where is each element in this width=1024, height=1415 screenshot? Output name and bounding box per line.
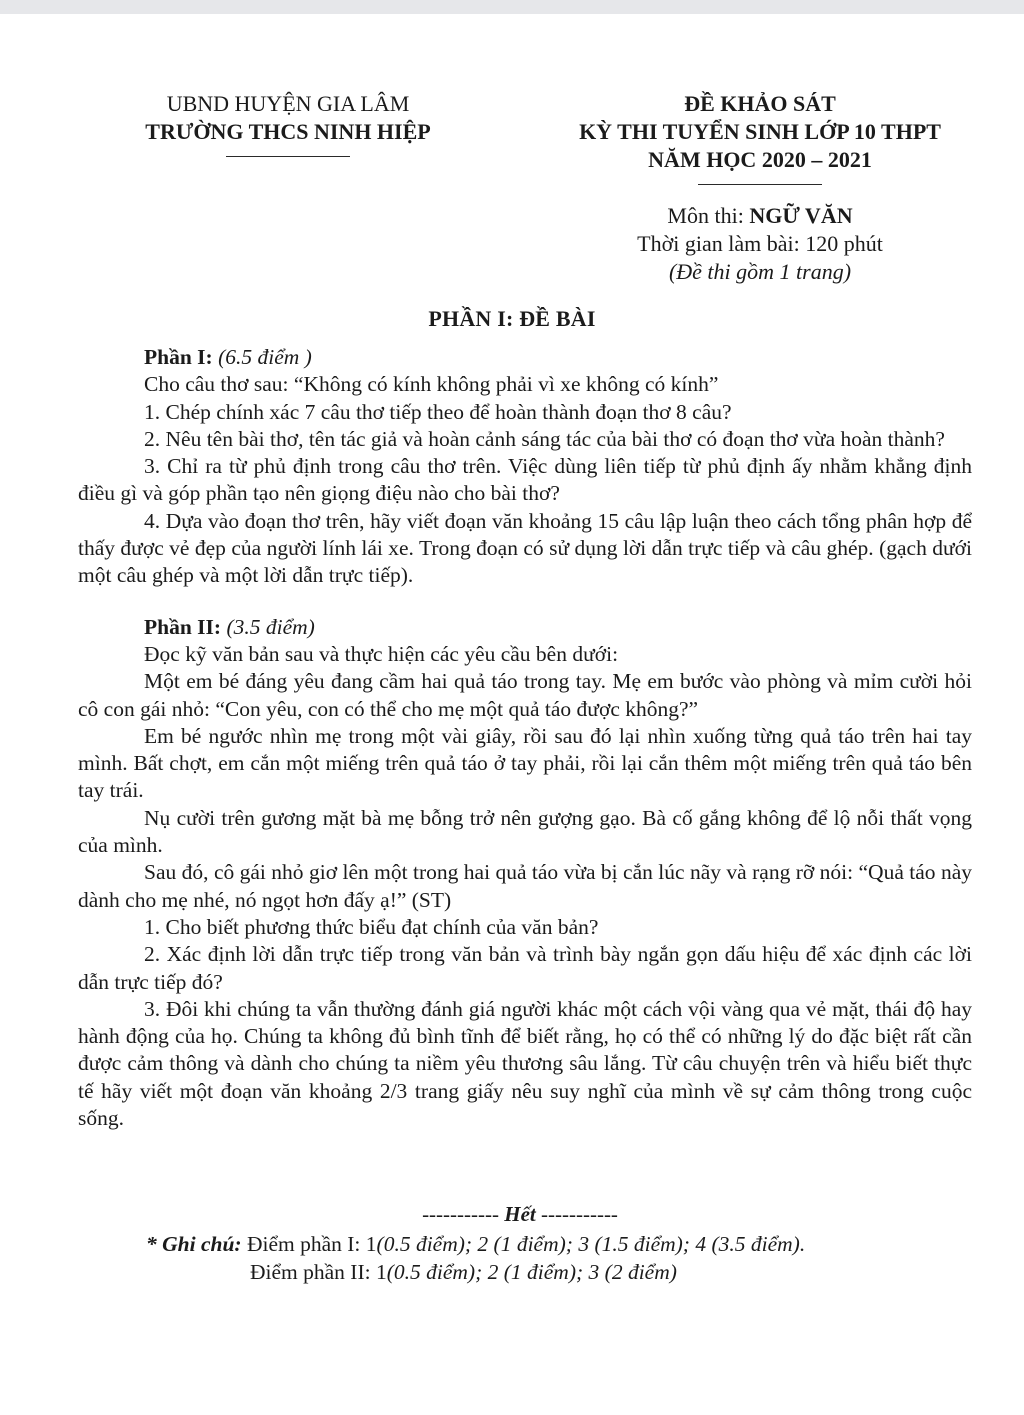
part2-label: Phần II: [144,614,222,639]
scoring-note-part1 [146,1230,1006,1258]
subject-line [560,202,960,230]
exam-header [540,90,980,185]
subject-label: Môn thi: [667,203,744,228]
story-paragraph-4: Sau đó, cô gái nhỏ giơ lên một trong hai quả táo vừa bị cắn lúc nãy và rạng rỡ nói: “Quả táo này dành cho mẹ nhé, nó ngọt hơn đấy ạ!” (ST) [78,860,972,912]
end-word: Hết [504,1202,536,1226]
note-label: * Ghi chú: [146,1232,242,1256]
part1-question-1: 1. Chép chính xác 7 câu thơ tiếp theo để hoàn thành đoạn thơ 8 câu? [144,399,732,424]
exam-page [0,14,1024,1415]
school-divider [226,156,350,157]
part1-heading [78,344,972,371]
part1-intro: Cho câu thơ sau: “Không có kính không phải vì xe không có kính” [144,372,719,397]
time-limit: Thời gian làm bài: 120 phút [637,231,883,256]
story-paragraph-1: Một em bé đáng yêu đang cầm hai quả táo trong tay. Mẹ em bước vào phòng và mỉm cười hỏi cô con gái nhỏ: “Con yêu, con có thể cho mẹ một quả táo được không?” [78,669,972,721]
part2-question-1: 1. Cho biết phương thức biểu đạt chính của văn bản? [144,914,599,939]
part2-question-2: 2. Xác định lời dẫn trực tiếp trong văn bản và trình bày ngắn gọn dấu hiệu để xác định các lời dẫn trực tiếp đó? [78,942,972,994]
top-strip [0,0,1024,14]
exam-name: KỲ THI TUYỂN SINH LỚP 10 THPT [579,119,941,144]
part1-points: (6.5 điểm ) [218,345,312,369]
part2-heading [78,614,972,641]
scoring-note-part2 [146,1258,1006,1286]
subject-name: NGỮ VĂN [749,203,853,228]
school-header [88,90,488,157]
end-marker [0,1202,1024,1227]
school-year: NĂM HỌC 2020 – 2021 [648,147,872,172]
part2-question-3: 3. Đôi khi chúng ta vẫn thường đánh giá người khác một cách vội vàng qua vẻ mặt, thái độ hay hành động của họ. Chúng ta không đủ bình tĩnh để biết rằng, họ có thể có những lý do đặc biệt rất cần được cảm thông và dành cho chúng ta niềm yêu thương sâu lắng. Từ câu chuyện trên và hiểu biết thực tế hãy viết một đoạn văn khoảng 2/3 trang giấy nêu suy nghĩ của mình về sự cảm thông trong cuộc sống. [78,996,972,1131]
section-title: PHẦN I: ĐỀ BÀI [428,306,596,331]
part1-question-4: 4. Dựa vào đoạn thơ trên, hãy viết đoạn văn khoảng 15 câu lập luận theo cách tổng phân hợp để thấy được vẻ đẹp của người lính lái xe. Trong đoạn có sử dụng lời dẫn trực tiếp và câu ghép. (gạch dưới một câu ghép và một lời dẫn trực tiếp). [78,508,972,588]
end-dashes-left: ----------- [422,1202,499,1226]
part2-intro: Đọc kỹ văn bản sau và thực hiện các yêu cầu bên dưới: [144,641,619,666]
subject-info [560,202,960,286]
exam-divider [698,184,822,185]
note2-rest: (0.5 điểm); 2 (1 điểm); 3 (2 điểm) [386,1260,677,1284]
note2-prefix: Điểm phần II: 1 [250,1260,387,1284]
exam-body [78,344,972,1132]
part2-points: (3.5 điểm) [226,614,315,639]
page-count-note: (Đề thi gồm 1 trang) [668,259,852,284]
story-paragraph-2: Em bé ngước nhìn mẹ trong một vài giây, rồi sau đó lại nhìn xuống từng quả táo trên hai tay mình. Bất chợt, em cắn một miếng trên quả táo ở tay phải, rồi lại cắn thêm một miếng trên quả táo bên tay trái. [78,723,972,803]
part1-question-2: 2. Nêu tên bài thơ, tên tác giả và hoàn cảnh sáng tác của bài thơ có đoạn thơ vừa hoàn thành? [144,426,945,451]
story-paragraph-3: Nụ cười trên gương mặt bà mẹ bỗng trở nên gượng gạo. Bà cố gắng không để lộ nỗi thất vọng của mình. [78,805,972,858]
school-name: TRƯỜNG THCS NINH HIỆP [145,119,431,144]
part-spacer [78,590,972,614]
part1-question-3: 3. Chỉ ra từ phủ định trong câu thơ trên. Việc dùng liên tiếp từ phủ định ấy nhằm khẳng định điều gì và góp phần tạo nên giọng điệu nào cho bài thơ? [78,454,972,506]
note1-prefix: Điểm phần I: 1 [246,1232,377,1256]
scoring-notes [146,1230,1006,1286]
part1-label: Phần I: [144,345,213,369]
note1-rest: (0.5 điểm); 2 (1 điểm); 3 (1.5 điểm); 4 (3.5 điểm). [376,1232,806,1256]
exam-type: ĐỀ KHẢO SÁT [684,91,836,116]
district-name: UBND HUYỆN GIA LÂM [166,91,410,116]
end-dashes-right: ----------- [541,1202,618,1226]
